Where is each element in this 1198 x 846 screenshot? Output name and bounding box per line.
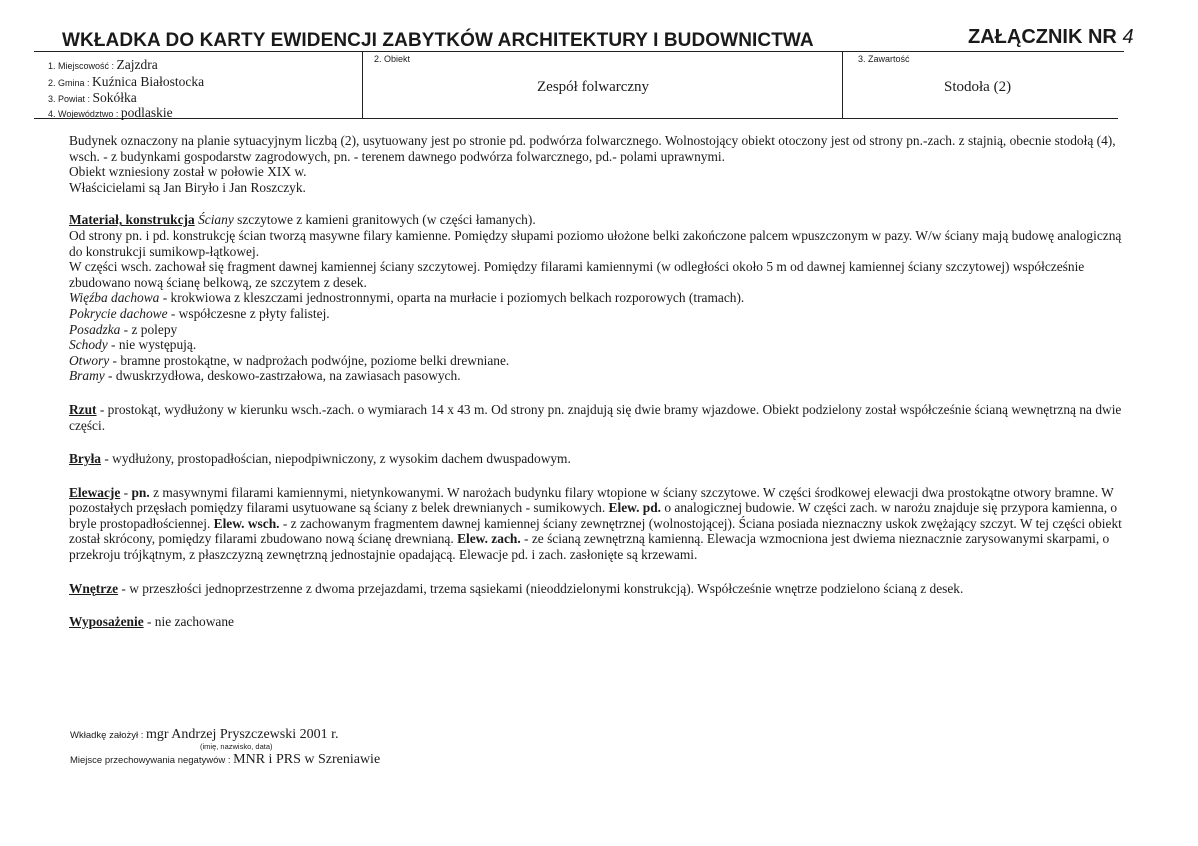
field-voivodeship-value: podlaskie: [120, 105, 173, 120]
elevations-text-1: -: [120, 484, 132, 500]
floor-text: - z polepy: [120, 321, 178, 337]
field-county-label: 3. Powiat :: [48, 94, 93, 104]
stairs: [69, 337, 1129, 353]
walls-label: Ściany: [198, 212, 234, 228]
elevation-north-label: pn.: [131, 484, 150, 500]
annex-label-text: ZAŁĄCZNIK NR: [968, 26, 1117, 48]
walls-text: szczytowe z kamieni granitowych (w części łamanych).: [233, 212, 536, 228]
author-value: mgr Andrzej Pryszczewski 2001 r.: [146, 727, 339, 742]
object-value: Zespół folwarczny: [537, 79, 650, 95]
object-label: 2. Obiekt: [374, 54, 411, 64]
field-locality: [48, 57, 158, 73]
interior-text: - w przeszłości jednoprzestrzenne z dwoma przejazdami, trzema sąsiekami (nieoddzielonymi konstrukcją). Współcześnie wnętrze podzielono ścianą z desek.: [118, 580, 964, 596]
openings: [69, 353, 1129, 369]
elevations-text-4: - z zachowanym fragmentem dawnej kamiennej ściany zewnętrznej (wolnostojącej). Ściana posiada nieznaczny uskok zwężający szczyt. W tej części obiekt został skrócony, pomiędzy filarami zbudowano nową ścianę drewnianą.: [69, 515, 1122, 547]
elevations-text-5: - ze ścianą zewnętrzną kamienną. Elewacja wzmocniona jest dwiema nieznacznie zarysowanymi skarpami, o przekroju trójkątnym, z płaszczyzną zewnętrzną jednostajnie opadającą. Elewacje pd. i zach. zasłonięte są krzewami.: [69, 531, 1110, 563]
equipment-section: [69, 614, 1129, 630]
author-hint: (imię, nazwisko, data): [200, 742, 273, 751]
contents-value: Stodoła (2): [944, 79, 1012, 95]
intro-dating: Obiekt wzniesiony został w połowie XIX w.: [69, 164, 307, 180]
floor-label: Posadzka: [69, 321, 121, 337]
cover-label: Pokrycie dachowe: [69, 305, 168, 321]
openings-text: - bramne prostokątne, w nadprożach podwójne, poziome belki drewniane.: [109, 352, 510, 368]
material-heading: Materiał, konstrukcja: [69, 212, 195, 228]
form-divider-1: [362, 52, 363, 118]
field-county-value: Sokółka: [92, 90, 137, 105]
interior-section: [69, 581, 1129, 597]
massing-heading: Bryła: [69, 451, 101, 467]
openings-label: Otwory: [69, 352, 110, 368]
field-locality-value: Zajzdra: [116, 57, 158, 72]
annex-number: 4: [1122, 26, 1134, 48]
author-line: [70, 726, 339, 743]
equipment-text: - nie zachowane: [143, 614, 234, 630]
intro-paragraph: Budynek oznaczony na planie sytuacyjnym liczbą (2), usytuowany jest po stronie pd. podwórza folwarcznego. Wolnostojący obiekt otoczony jest od strony pn.-zach. z stajnią, obecnie stodołą (4), wsch. - z budynkami gospodarstw zagrodowych, pn. - terenem dawnego podwórza folwarcznego, pd.- polami uprawnymi.: [69, 133, 1116, 164]
gates-label: Bramy: [69, 368, 105, 384]
elevations-text-2: z masywnymi filarami kamiennymi, nietynkowanymi. W narożach budynku filary wtopione w ściany szczytowe. W części środkowej elewacji dwa prostokątne otwory bramne. W pozostałych przęsłach pomiędzy filarami usytuowane są ściany z belek drewnianych - sumikowych.: [69, 484, 1114, 516]
field-county: [48, 90, 137, 106]
plan-heading: Rzut: [69, 401, 97, 417]
stairs-label: Schody: [69, 337, 108, 353]
contents-label: 3. Zawartość: [858, 54, 910, 64]
stairs-text: - nie występują.: [107, 337, 197, 353]
field-voivodeship-label: 4. Województwo :: [48, 109, 121, 119]
massing-section: [69, 451, 1129, 467]
description-body: [69, 133, 1129, 630]
elevations-text-3: o analogicznej budowie. W części zach. w narożu znajduje się przypora kamienna, o bryle prostopadłościennej.: [69, 500, 1118, 531]
field-commune-value: Kuźnica Białostocka: [92, 74, 205, 89]
floor: [69, 322, 1129, 338]
elevation-east-label: Elew. wsch.: [213, 515, 280, 531]
roof-label: Więźba dachowa: [69, 290, 160, 306]
elevations-heading: Elewacje: [69, 484, 121, 500]
gates: [69, 368, 1129, 384]
storage-value: MNR i PRS w Szreniawie: [233, 752, 381, 767]
elevation-south-label: Elew. pd.: [608, 500, 662, 516]
elevation-west-label: Elew. zach.: [457, 531, 521, 547]
storage-label: Miejsce przechowywania negatywów :: [70, 755, 234, 766]
intro-owners: Właścicielami są Jan Biryło i Jan Roszczyk.: [69, 179, 306, 195]
material-paragraph-2: W części wsch. zachował się fragment dawnej kamiennej ściany szczytowej. Pomiędzy filarami kamiennymi (w odległości około 5 m od dawnej kamiennej ściany szczytowej) współcześnie zbudowano nową ścianę belkową, ze szczytem z desek.: [69, 259, 1085, 290]
author-label: Wkładkę założył :: [70, 730, 147, 741]
cover-text: - współczesne z płyty falistej.: [167, 305, 330, 321]
roof-structure: [69, 290, 1129, 306]
field-locality-label: 1. Miejscowość :: [48, 61, 117, 71]
annex-label: [968, 26, 1134, 49]
massing-text: - wydłużony, prostopadłościan, niepodpiwniczony, z wysokim dachem dwuspadowym.: [101, 451, 571, 467]
roof-text: - krokwiowa z kleszczami jednostronnymi, oparta na murłacie i poziomych belkach rozporowych (tramach).: [159, 290, 745, 306]
form-divider-2: [842, 52, 843, 118]
equipment-heading: Wyposażenie: [69, 614, 144, 630]
field-voivodeship: [48, 105, 173, 121]
plan-text: - prostokąt, wydłużony w kierunku wsch.-zach. o wymiarach 14 x 43 m. Od strony pn. znajdują się dwie bramy wjazdowe. Obiekt podzielony został współcześnie ścianą wewnętrzną na dwie części.: [69, 401, 1122, 433]
material-section: [69, 212, 1129, 228]
plan-section: [69, 402, 1129, 433]
interior-heading: Wnętrze: [69, 580, 119, 596]
material-paragraph-1: Od strony pn. i pd. konstrukcję ścian tworzą masywne filary kamienne. Pomiędzy słupami poziomo ułożone belki zakończone palcem wpuszczonym w pazy. W/w ściany mają budowę analogiczną do konstrukcji sumikowp-łątkowej.: [69, 227, 1122, 259]
elevations-section: [69, 485, 1129, 563]
card-title: WKŁADKA DO KARTY EWIDENCJI ZABYTKÓW ARCHITEKTURY I BUDOWNICTWA: [62, 30, 814, 51]
field-commune-label: 2. Gmina :: [48, 78, 93, 88]
field-commune: [48, 74, 204, 90]
roof-cover: [69, 306, 1129, 322]
storage-line: [70, 751, 380, 768]
gates-text: - dwuskrzydłowa, deskowo-zastrzałowa, na zawiasach pasowych.: [104, 368, 461, 384]
